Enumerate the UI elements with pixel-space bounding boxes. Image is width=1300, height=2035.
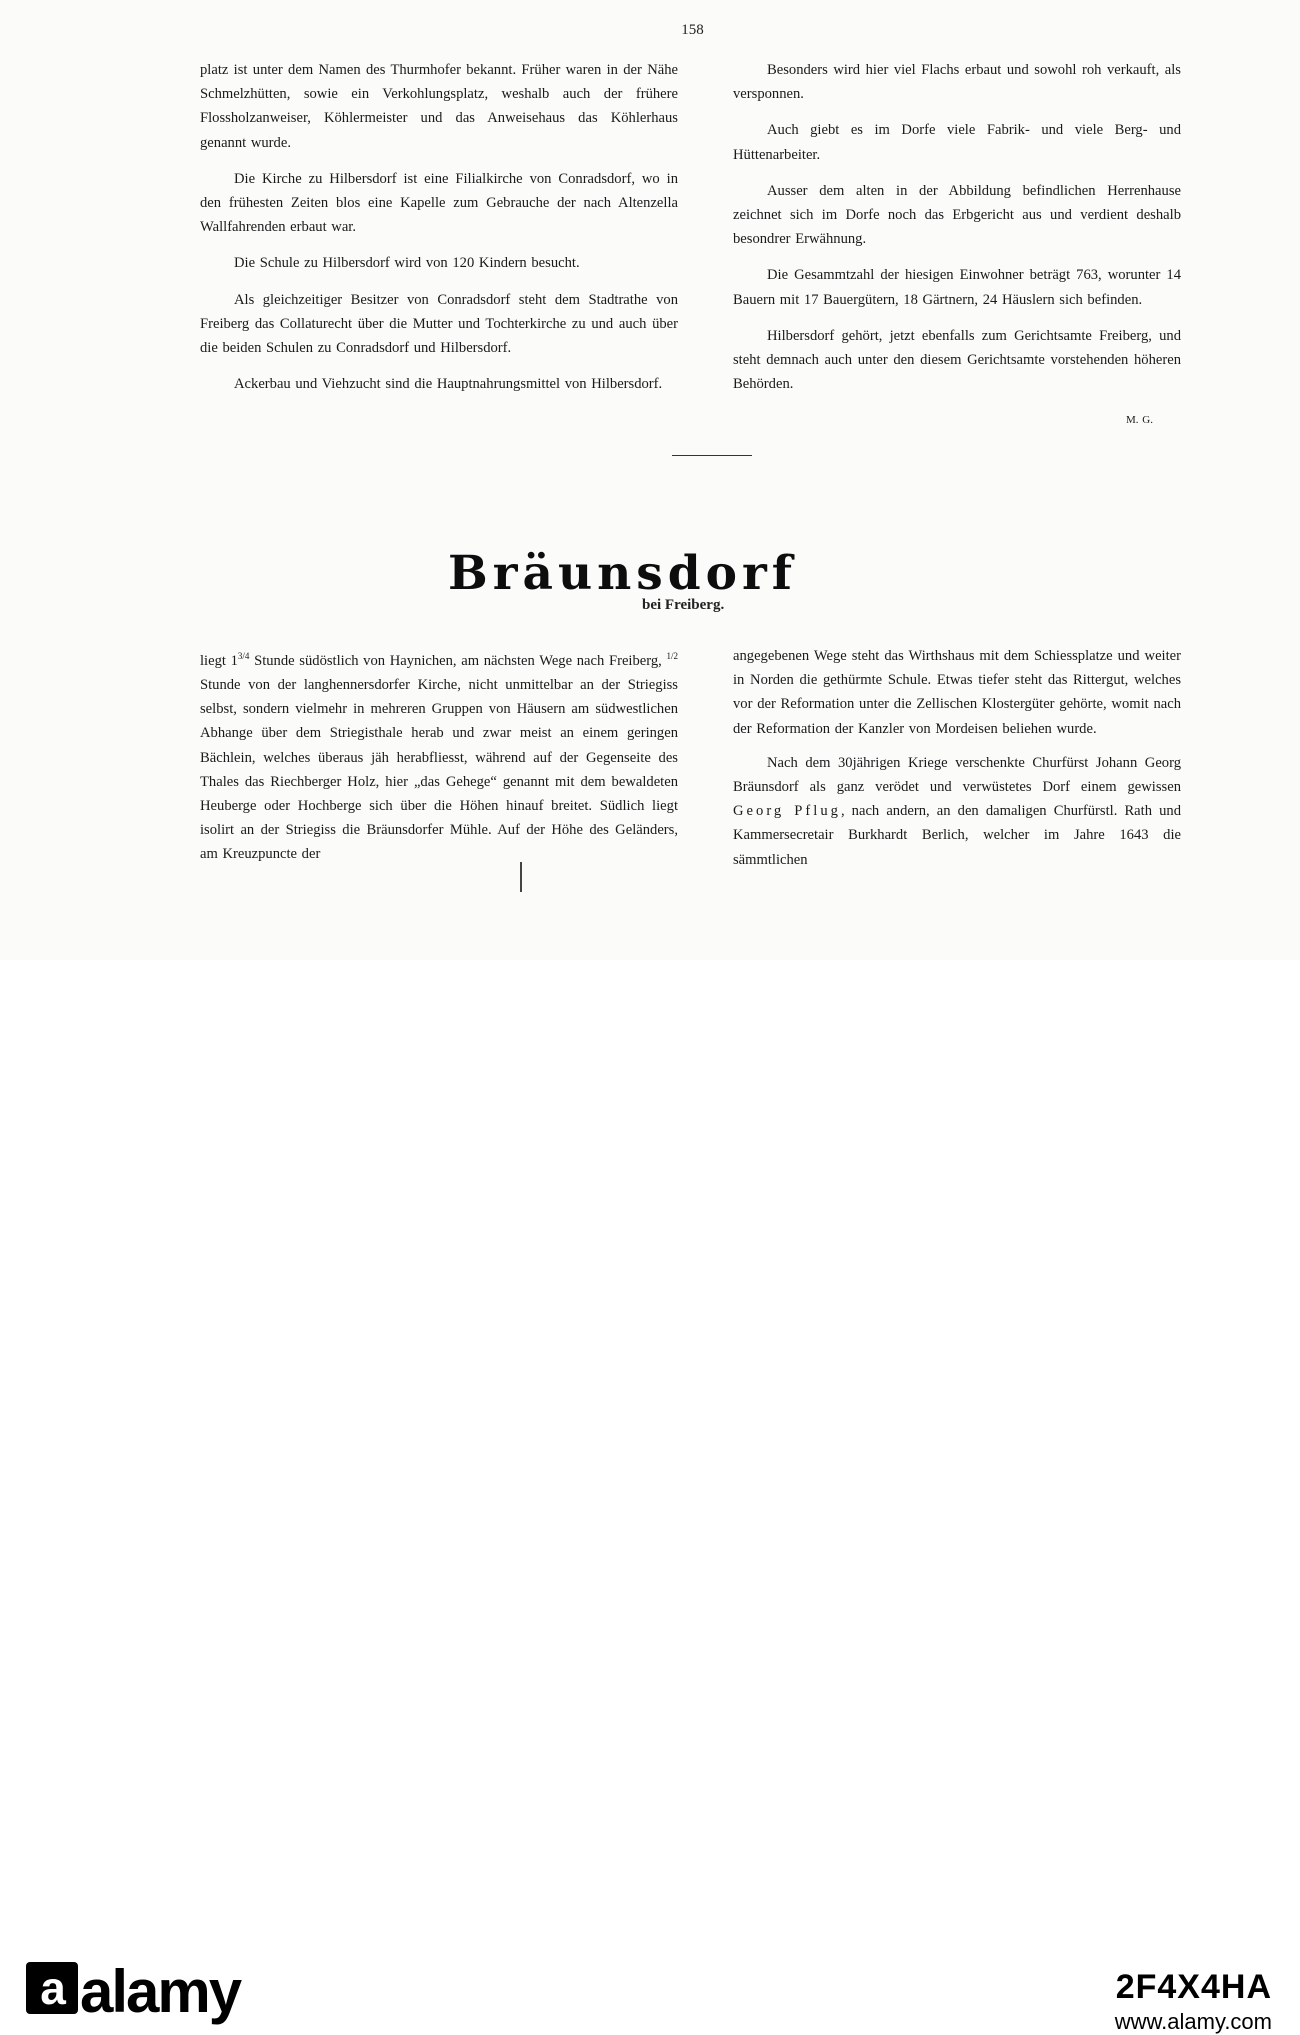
bottom-right-column [733, 644, 1181, 882]
paragraph: angegebenen Wege steht das Wirthshaus mit dem Schiessplatze und weiter in Norden die gethürmte Schule. Etwas tiefer steht das Rittergut, welches vor der Reformation unter die Zellischen Klostergüter gehörte, womit nach der Reformation der Kanzler von Mordeisen beliehen wurde. [733, 648, 1181, 737]
paragraph: Die Gesammtzahl der hiesigen Einwohner beträgt 763, worunter 14 Bauern mit 17 Bauergütern, 18 Gärtnern, 24 Häuslern sich befinden. [733, 267, 1181, 308]
logo-mark-icon: a [26, 1962, 78, 2014]
spaced-name: Georg Pflug [733, 803, 841, 820]
top-right-column [733, 58, 1181, 445]
paragraph: Ackerbau und Viehzucht sind die Hauptnahrungsmittel von Hilbersdorf. [234, 376, 663, 393]
alamy-logo: a alamy [26, 1962, 240, 2022]
page-number: 158 [681, 22, 704, 38]
paragraph: Ausser dem alten in der Abbildung befindlichen Herrenhause zeichnet sich im Dorfe noch das Erbgericht aus und verdient deshalb besondrer Erwähnung. [733, 182, 1181, 248]
bottom-left-column [200, 644, 678, 877]
watermark-info [1115, 1968, 1272, 2035]
watermark-bar [0, 960, 1300, 2034]
paragraph: Besonders wird hier viel Flachs erbaut und sowohl roh verkauft, als versponnen. [733, 62, 1181, 103]
paragraph: Auch giebt es im Dorfe viele Fabrik- und viele Berg- und Hüttenarbeiter. [733, 122, 1181, 163]
paragraph: Nach dem 30jährigen Kriege verschenkte Churfürst Johann Georg Bräunsdorf als ganz verödet und verwüstetes Dorf einem gewissen Georg Pflug, nach andern, an den damaligen Churfürstl. Rath und Kammersecretair Burkhardt Berlich, welcher im Jahre 1643 die sämmtlichen [733, 754, 1181, 868]
paragraph: Die Kirche zu Hilbersdorf ist eine Filialkirche von Conradsdorf, wo in den frühesten Zeiten blos eine Kapelle zum Gebrauche der nach Altenzella Wallfahrenden erbaut war. [200, 170, 678, 236]
paragraph: liegt $1^{3/4}$ Stunde südöstlich von Haynichen, am nächsten Wege nach Freiberg, $^{1/2}$ Stunde von der langhennersdorfer Kirche, nicht unmittelbar an der Striegiss selbst, sondern vielmehr in mehreren Gruppen von Häusern am südwestlichen Abhange über dem Striegisthale herab und zwar meist an einem geringen Bächlein, welches überaus jäh herabfliesst, während auf der Gegenseite des Thales das Riechberger Holz, hier „das Gehege“ genannt mit dem bewaldeten Heuberge oder Hochberge sich über die Höhen hinauf breitet. Südlich liegt isolirt an der Striegiss die Bräunsdorfer Mühle. Auf der Höhe des Geländers, am Kreuzpuncte der [200, 651, 678, 863]
paragraph: Als gleichzeitiger Besitzer von Conradsdorf steht dem Stadtrathe von Freiberg das Collaturecht über die Mutter und Tochterkirche zu und auch über die beiden Schulen zu Conradsdorf und Hilbersdorf. [200, 291, 678, 357]
section-divider [672, 455, 752, 456]
fraction: 1/2 [666, 651, 678, 661]
watermark-url: www.alamy.com [1114, 2009, 1272, 2034]
margin-mark [520, 862, 522, 892]
paragraph: platz ist unter dem Namen des Thurmhofer bekannt. Früher waren in der Nähe Schmelzhütten, sowie ein Verkohlungsplatz, weshalb auch der frühere Flossholzanweiser, Köhlermeister und das Anweisehaus das Köhlerhaus genannt wurde. [200, 62, 678, 151]
scanned-page [0, 0, 1300, 960]
paragraph: Die Schule zu Hilbersdorf wird von 120 Kindern besucht. [234, 255, 580, 272]
section-subtitle: bei Freiberg. [642, 597, 725, 613]
author-signature: M. G. [1126, 414, 1153, 427]
paragraph: Hilbersdorf gehört, jetzt ebenfalls zum Gerichtsamte Freiberg, und steht demnach auch unter den diesem Gerichtsamte vorstehenden höheren Behörden. [733, 327, 1181, 393]
image-id: 2F4X4HA [1115, 1968, 1272, 2006]
top-left-column [200, 58, 678, 408]
section-title: Bräunsdorf [448, 546, 797, 601]
fraction: 3/4 [237, 651, 250, 661]
